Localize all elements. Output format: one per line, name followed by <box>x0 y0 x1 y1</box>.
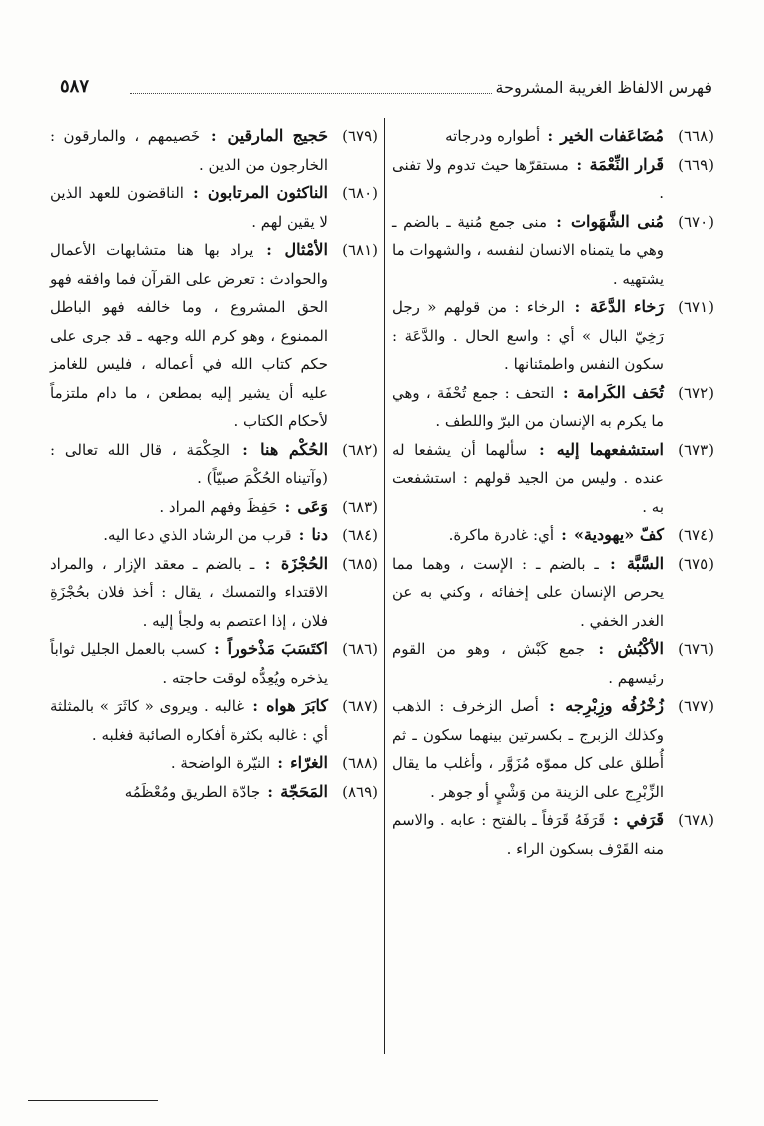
entry-term: مُنى الشَّهَوات <box>570 211 665 231</box>
entry-definition: النيّرة الواضحة . <box>170 754 271 772</box>
entry-definition: يراد بها هنا متشابهات الأعمال والحوادث : تعرض على القرآن فما وافقه فهو الحق المشروع ، وما خالفه فهو الباطل الممنوع ، وهو كرم الله وجهه ـ قد جرى على حكم كتاب الله في أعماله ، فليس للغامز عليه أن يشير إليه بمطعن ، ما دام ملتزماً لأحكام الكتاب . <box>50 241 328 430</box>
entry-separator: : <box>586 640 616 658</box>
entry-separator: : <box>556 526 572 544</box>
glossary-entry <box>50 179 378 236</box>
entry-number: (٦٧٩) <box>342 127 378 145</box>
glossary-entry <box>50 778 378 807</box>
entry-separator: : <box>293 526 310 544</box>
left-column <box>50 122 378 806</box>
page-number: ٥٨٧ <box>60 76 90 97</box>
entry-definition: خَصيمهم ، والمارقون : الخارجون من الدين . <box>50 127 328 174</box>
entry-term: الغرّاء <box>290 753 328 772</box>
entry-number: (٦٨٦) <box>342 640 378 658</box>
entry-term: مُضَاعَفات الخير <box>560 126 664 145</box>
entry-number: (٦٦٩) <box>678 155 714 174</box>
entry-definition: الرخاء : من قولهم « رجل رَخِيّ البال » أي : واسع الحال . والدَّعَة : سكون النفس واطمئنانها . <box>392 298 664 373</box>
entry-number: (٦٨٠) <box>342 184 378 202</box>
entry-separator: : <box>570 155 588 174</box>
entry-number: (٦٧٤) <box>678 526 714 544</box>
entry-separator: : <box>262 782 279 801</box>
entry-number: (٦٨٢) <box>342 440 378 459</box>
right-column <box>392 122 714 863</box>
glossary-entry <box>50 550 378 636</box>
glossary-entry <box>50 493 378 522</box>
entry-definition: ـ بالضم ـ : الإست ، وهما مما يحرص الإنسان على إخفائه ، وكني به عن الغدر الخفي . <box>392 554 664 630</box>
glossary-entry <box>392 521 714 550</box>
glossary-entry <box>50 635 378 692</box>
entry-definition: ـ بالضم ـ معقد الإزار ، والمراد الاقتداء والتمسك ، يقال : أخذ فلان بحُجْزَةِ فلان ، إذا اعتصم به ولجأ إليه . <box>50 554 328 630</box>
entry-term: كفّ «يهودية» <box>574 525 664 544</box>
entry-term: المَحَجّة <box>280 781 328 801</box>
entry-definition: جادّة الطريق ومُعْظَمُه <box>124 782 261 801</box>
entry-separator: : <box>246 697 265 715</box>
entry-number: (٦٨٤) <box>342 526 378 544</box>
entry-separator: : <box>540 697 564 715</box>
glossary-entry <box>50 749 378 778</box>
entry-term: وَعَى <box>297 496 328 516</box>
entry-definition: التحف : جمع تُحْفَة ، وهي ما يكرم به الإنسان من البرّ واللطف . <box>392 383 664 430</box>
entry-separator: : <box>185 184 206 202</box>
entry-term: السَّبَّة <box>627 553 665 573</box>
entry-definition: أصل الزخرف : الذهب وكذلك الزبرج ـ بكسرتين بينهما سكون ـ ثم أُطلق على كل مموّه مُزَوَّر ، وأغلب ما يقال الزِّبْرِج على الزينة من وَشْيٍ أو جوهر . <box>392 697 664 801</box>
entry-separator: : <box>566 298 588 316</box>
entry-separator: : <box>529 440 555 459</box>
entry-definition: حَفِظَ وفهم المراد . <box>159 497 278 516</box>
entry-term: تُحَف الكَرامة <box>577 382 665 402</box>
entry-term: اكتَسَبَ مَذْخوراً <box>227 639 329 658</box>
column-divider <box>384 118 385 1054</box>
glossary-entry <box>50 122 378 179</box>
glossary-entry <box>392 806 714 863</box>
entry-definition: قرب من الرشاد الذي دعا اليه. <box>103 526 292 544</box>
entry-separator: : <box>542 127 559 145</box>
entry-number: (٦٧٣) <box>678 440 714 459</box>
glossary-entry <box>392 122 714 151</box>
glossary-entry <box>392 436 714 522</box>
footer-rule <box>28 1100 158 1101</box>
entry-separator: : <box>208 640 226 658</box>
entry-term: زُخْرُفُه وزِبْرِجه <box>565 696 665 715</box>
glossary-entry <box>50 236 378 436</box>
page-header <box>60 78 712 102</box>
entry-separator: : <box>255 241 283 259</box>
entry-definition: أطواره ودرجاته <box>445 127 541 145</box>
entry-separator: : <box>202 127 226 145</box>
glossary-entry <box>392 293 714 379</box>
glossary-entry <box>392 550 714 636</box>
glossary-entry <box>392 692 714 806</box>
entry-term: دنا <box>311 525 328 544</box>
entry-definition: كسب بالعمل الجليل ثواباً يذخره ويُعِدُّه لوقت حاجته . <box>50 640 328 687</box>
entry-number: (٦٧٥) <box>678 554 714 573</box>
glossary-entry <box>392 208 714 294</box>
entry-separator: : <box>279 497 296 516</box>
entry-separator: : <box>607 811 625 829</box>
entry-number: (٦٨٣) <box>342 497 378 516</box>
entry-separator: : <box>600 554 626 573</box>
entry-number: (٨٦٩) <box>342 782 378 801</box>
entry-number: (٦٧٢) <box>678 383 714 402</box>
entry-definition: الحِكْمَة ، قال الله تعالى : (وآتيناه الحُكْمَ صبيّاً) . <box>50 440 328 487</box>
entry-number: (٦٧٠) <box>678 212 714 231</box>
entry-number: (٦٨١) <box>342 241 378 259</box>
entry-term: كابَرَ هواه <box>266 696 329 715</box>
entry-number: (٦٨٧) <box>342 697 378 715</box>
entry-term: قَرار النِّعْمَة <box>589 154 665 174</box>
entry-separator: : <box>272 754 289 772</box>
entry-number: (٦٧١) <box>678 298 714 316</box>
entry-definition: الناقضون للعهد الذين لا يقين لهم . <box>50 184 328 231</box>
entry-term: الأمْثال <box>284 240 328 259</box>
entry-term: قَرَفي <box>626 810 665 829</box>
glossary-entry <box>50 692 378 749</box>
entry-separator: : <box>231 440 259 459</box>
entry-term: حَجيج المارقين <box>227 126 328 145</box>
entry-number: (٦٧٨) <box>678 811 714 829</box>
glossary-entry <box>392 151 714 208</box>
glossary-entry <box>50 521 378 550</box>
entry-term: الأكْبُش <box>617 639 664 658</box>
glossary-entry <box>392 379 714 436</box>
entry-definition: قَرَفَهُ قَرَفاً ـ بالفتح : عابه . والاسم منه القَرْف بسكون الراء . <box>392 811 664 858</box>
header-leader-dots <box>130 93 492 94</box>
entry-term: رَخاء الدَّعَة <box>589 297 664 316</box>
running-title: فهرس الالفاظ الغريبة المشروحة <box>495 78 712 97</box>
entry-definition: منى جمع مُنية ـ بالضم ـ وهي ما يتمناه الانسان لنفسه ، والشهوات ما يشتهيه . <box>392 212 664 288</box>
entry-number: (٦٦٨) <box>678 127 714 145</box>
entry-term: الناكثون المرتابون <box>207 183 328 202</box>
entry-number: (٦٧٧) <box>678 697 714 715</box>
entry-separator: : <box>549 212 569 231</box>
entry-separator: : <box>256 554 279 573</box>
glossary-entry <box>50 436 378 493</box>
entry-definition: جمع كَبْش ، وهو من القوم رئيسهم . <box>392 640 664 687</box>
glossary-entry <box>392 635 714 692</box>
entry-definition: مستقرّها حيث تدوم ولا تفنى . <box>392 155 664 202</box>
entry-number: (٦٨٨) <box>342 754 378 772</box>
entry-term: الحُكْم هنا <box>260 439 329 459</box>
entry-term: الحُجْزَة <box>280 553 329 573</box>
entry-definition: غالبه . ويروى « كاثَرَ » بالمثلثة أي : غالبه بكثرة أفكاره الصائبة فغلبه . <box>50 697 328 744</box>
entry-definition: سألهما أن يشفعا له عنده . وليس من الجيد قولهم : استشفعت به . <box>392 440 664 516</box>
entry-term: استشفعهما إليه <box>556 439 665 459</box>
entry-definition: أي: غادرة ماكرة. <box>448 526 555 544</box>
entry-number: (٦٧٦) <box>678 640 714 658</box>
entry-number: (٦٨٥) <box>342 554 378 573</box>
entry-separator: : <box>556 383 576 402</box>
